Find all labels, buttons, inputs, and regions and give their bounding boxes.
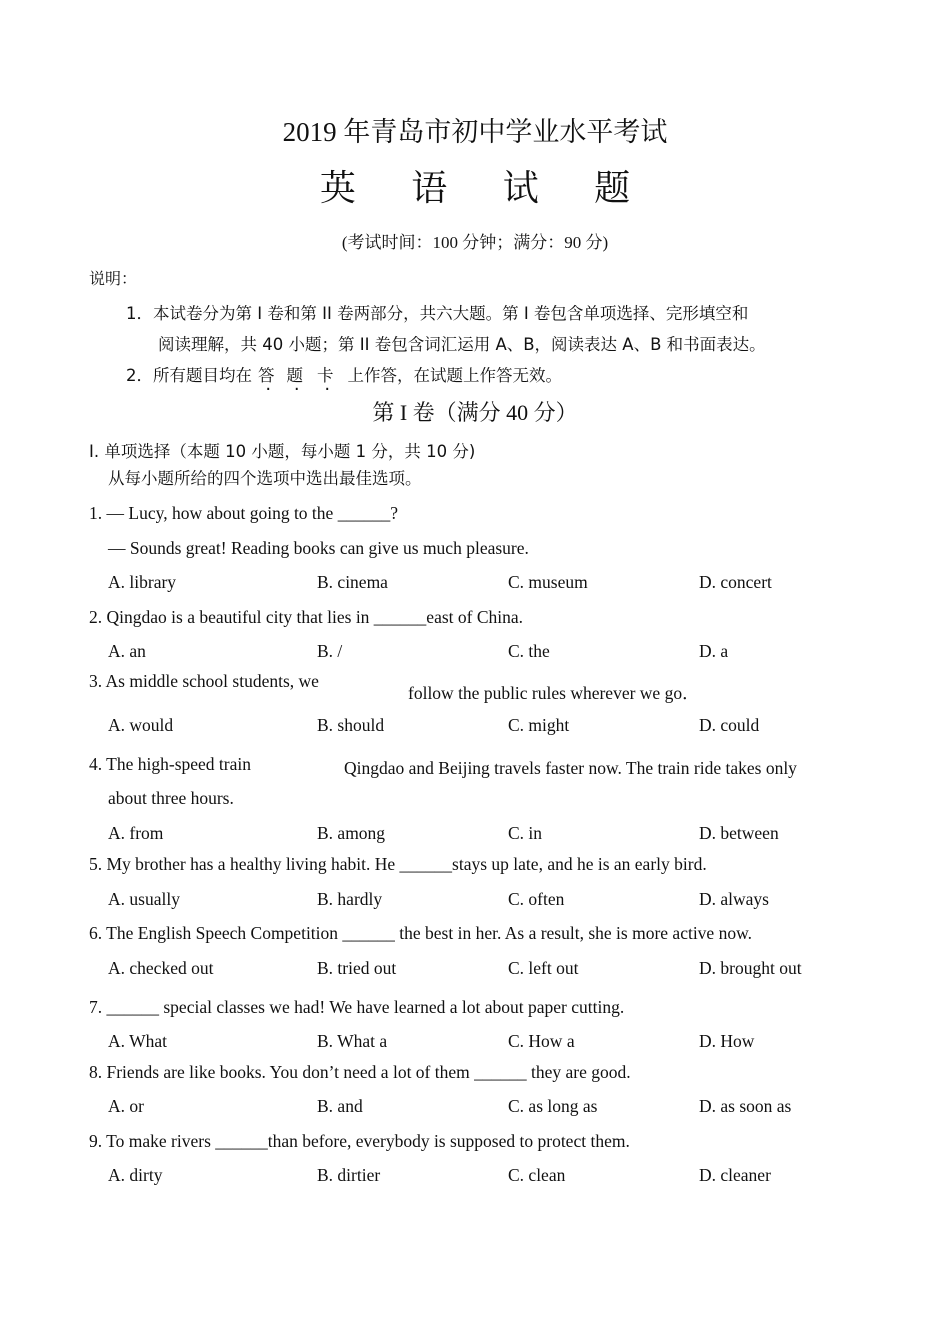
question-2-option-a[interactable]: A. an	[108, 641, 146, 661]
question-2-stem: 2. Qingdao is a beautiful city that lies in ______east of China.	[89, 607, 524, 627]
question-6-option-c[interactable]: C. left out	[508, 958, 579, 978]
question-7-option-c[interactable]: C. How a	[508, 1031, 575, 1051]
question-5-option-c[interactable]: C. often	[508, 889, 565, 909]
question-9-option-b[interactable]: B. dirtier	[317, 1165, 381, 1185]
notes-label: 说明：	[89, 269, 138, 288]
question-8-option-b[interactable]: B. and	[317, 1096, 363, 1116]
question-1-reply: — Sounds great! Reading books can give us much pleasure.	[108, 538, 529, 558]
question-3-option-d[interactable]: D. could	[699, 715, 760, 735]
emphasis-char-1: 答	[258, 366, 275, 385]
question-5-option-a[interactable]: A. usually	[108, 889, 180, 909]
question-8-option-c[interactable]: C. as long as	[508, 1096, 598, 1116]
question-8-option-d[interactable]: D. as soon as	[699, 1096, 792, 1116]
question-4-stem-continued: Qingdao and Beijing travels faster now. The train ride takes only	[344, 758, 797, 778]
question-5-stem: 5. My brother has a healthy living habit. He ______stays up late, and he is an early bird.	[89, 854, 707, 874]
question-3-option-c[interactable]: C. might	[508, 715, 570, 735]
exam-title: 2019 年青岛市初中学业水平考试	[282, 117, 668, 147]
question-2-option-b[interactable]: B. /	[317, 641, 343, 661]
question-9-option-a[interactable]: A. dirty	[108, 1165, 163, 1185]
question-6-stem: 6. The English Speech Competition ______ the best in her. As a result, she is more active now.	[89, 923, 752, 943]
note-1-line-1: 1．本试卷分为第 I 卷和第 II 卷两部分，共六大题。第 I 卷包含单项选择、完形填空和	[126, 304, 749, 323]
question-9-option-c[interactable]: C. clean	[508, 1165, 566, 1185]
question-1-stem: 1. — Lucy, how about going to the ______?	[89, 503, 398, 523]
question-7-stem: 7. ______ special classes we had! We have learned a lot about paper cutting.	[89, 997, 625, 1017]
question-4-stem: 4. The high-speed train	[89, 754, 251, 774]
question-1-option-a[interactable]: A. library	[108, 572, 177, 592]
question-4-option-a[interactable]: A. from	[108, 823, 164, 843]
exam-info: (考试时间：100 分钟；满分：90 分)	[341, 233, 609, 252]
question-4-option-c[interactable]: C. in	[508, 823, 543, 843]
question-7-option-b[interactable]: B. What a	[317, 1031, 388, 1051]
part-heading: I. 单项选择（本题 10 小题，每小题 1 分，共 10 分)	[89, 442, 476, 461]
part-instruction: 从每小题所给的四个选项中选出最佳选项。	[108, 469, 422, 488]
question-3-option-b[interactable]: B. should	[317, 715, 385, 735]
question-4-stem-line-2: about three hours.	[108, 788, 234, 808]
question-6-option-a[interactable]: A. checked out	[108, 958, 214, 978]
question-3-stem: 3. As middle school students, we	[89, 671, 319, 691]
question-6-option-d[interactable]: D. brought out	[699, 958, 802, 978]
question-8-stem: 8. Friends are like books. You don’t need a lot of them ______ they are good.	[89, 1062, 631, 1082]
note-2-suffix: 上作答，在试题上作答无效。	[347, 366, 562, 385]
question-3-option-a[interactable]: A. would	[108, 715, 174, 735]
subject-title: 英 语 试 题	[319, 168, 653, 209]
question-9-option-d[interactable]: D. cleaner	[699, 1165, 771, 1185]
question-9-stem: 9. To make rivers ______than before, everybody is supposed to protect them.	[89, 1131, 630, 1151]
question-2-option-d[interactable]: D. a	[699, 641, 729, 661]
question-8-option-a[interactable]: A. or	[108, 1096, 144, 1116]
question-1-option-d[interactable]: D. concert	[699, 572, 772, 592]
question-1-option-b[interactable]: B. cinema	[317, 572, 388, 592]
question-4-option-d[interactable]: D. between	[699, 823, 779, 843]
note-1-line-2: 阅读理解，共 40 小题；第 II 卷包含词汇运用 A、B，阅读表达 A、B 和书面表达。	[158, 335, 766, 354]
note-2	[126, 362, 562, 386]
question-2-option-c[interactable]: C. the	[508, 641, 550, 661]
note-2-prefix: 2．所有题目均在	[126, 366, 252, 385]
question-5-option-d[interactable]: D. always	[699, 889, 769, 909]
question-6-option-b[interactable]: B. tried out	[317, 958, 397, 978]
question-7-option-a[interactable]: A. What	[108, 1031, 167, 1051]
question-3-stem-continued: follow the public rules wherever we go．	[408, 683, 700, 703]
question-4-option-b[interactable]: B. among	[317, 823, 386, 843]
question-7-option-d[interactable]: D. How	[699, 1031, 755, 1051]
question-5-option-b[interactable]: B. hardly	[317, 889, 383, 909]
question-1-option-c[interactable]: C. museum	[508, 572, 588, 592]
emphasis-char-2: 题	[286, 366, 303, 385]
emphasis-char-3: 卡	[317, 366, 334, 385]
section-title: 第 I 卷（满分 40 分）	[372, 400, 578, 425]
